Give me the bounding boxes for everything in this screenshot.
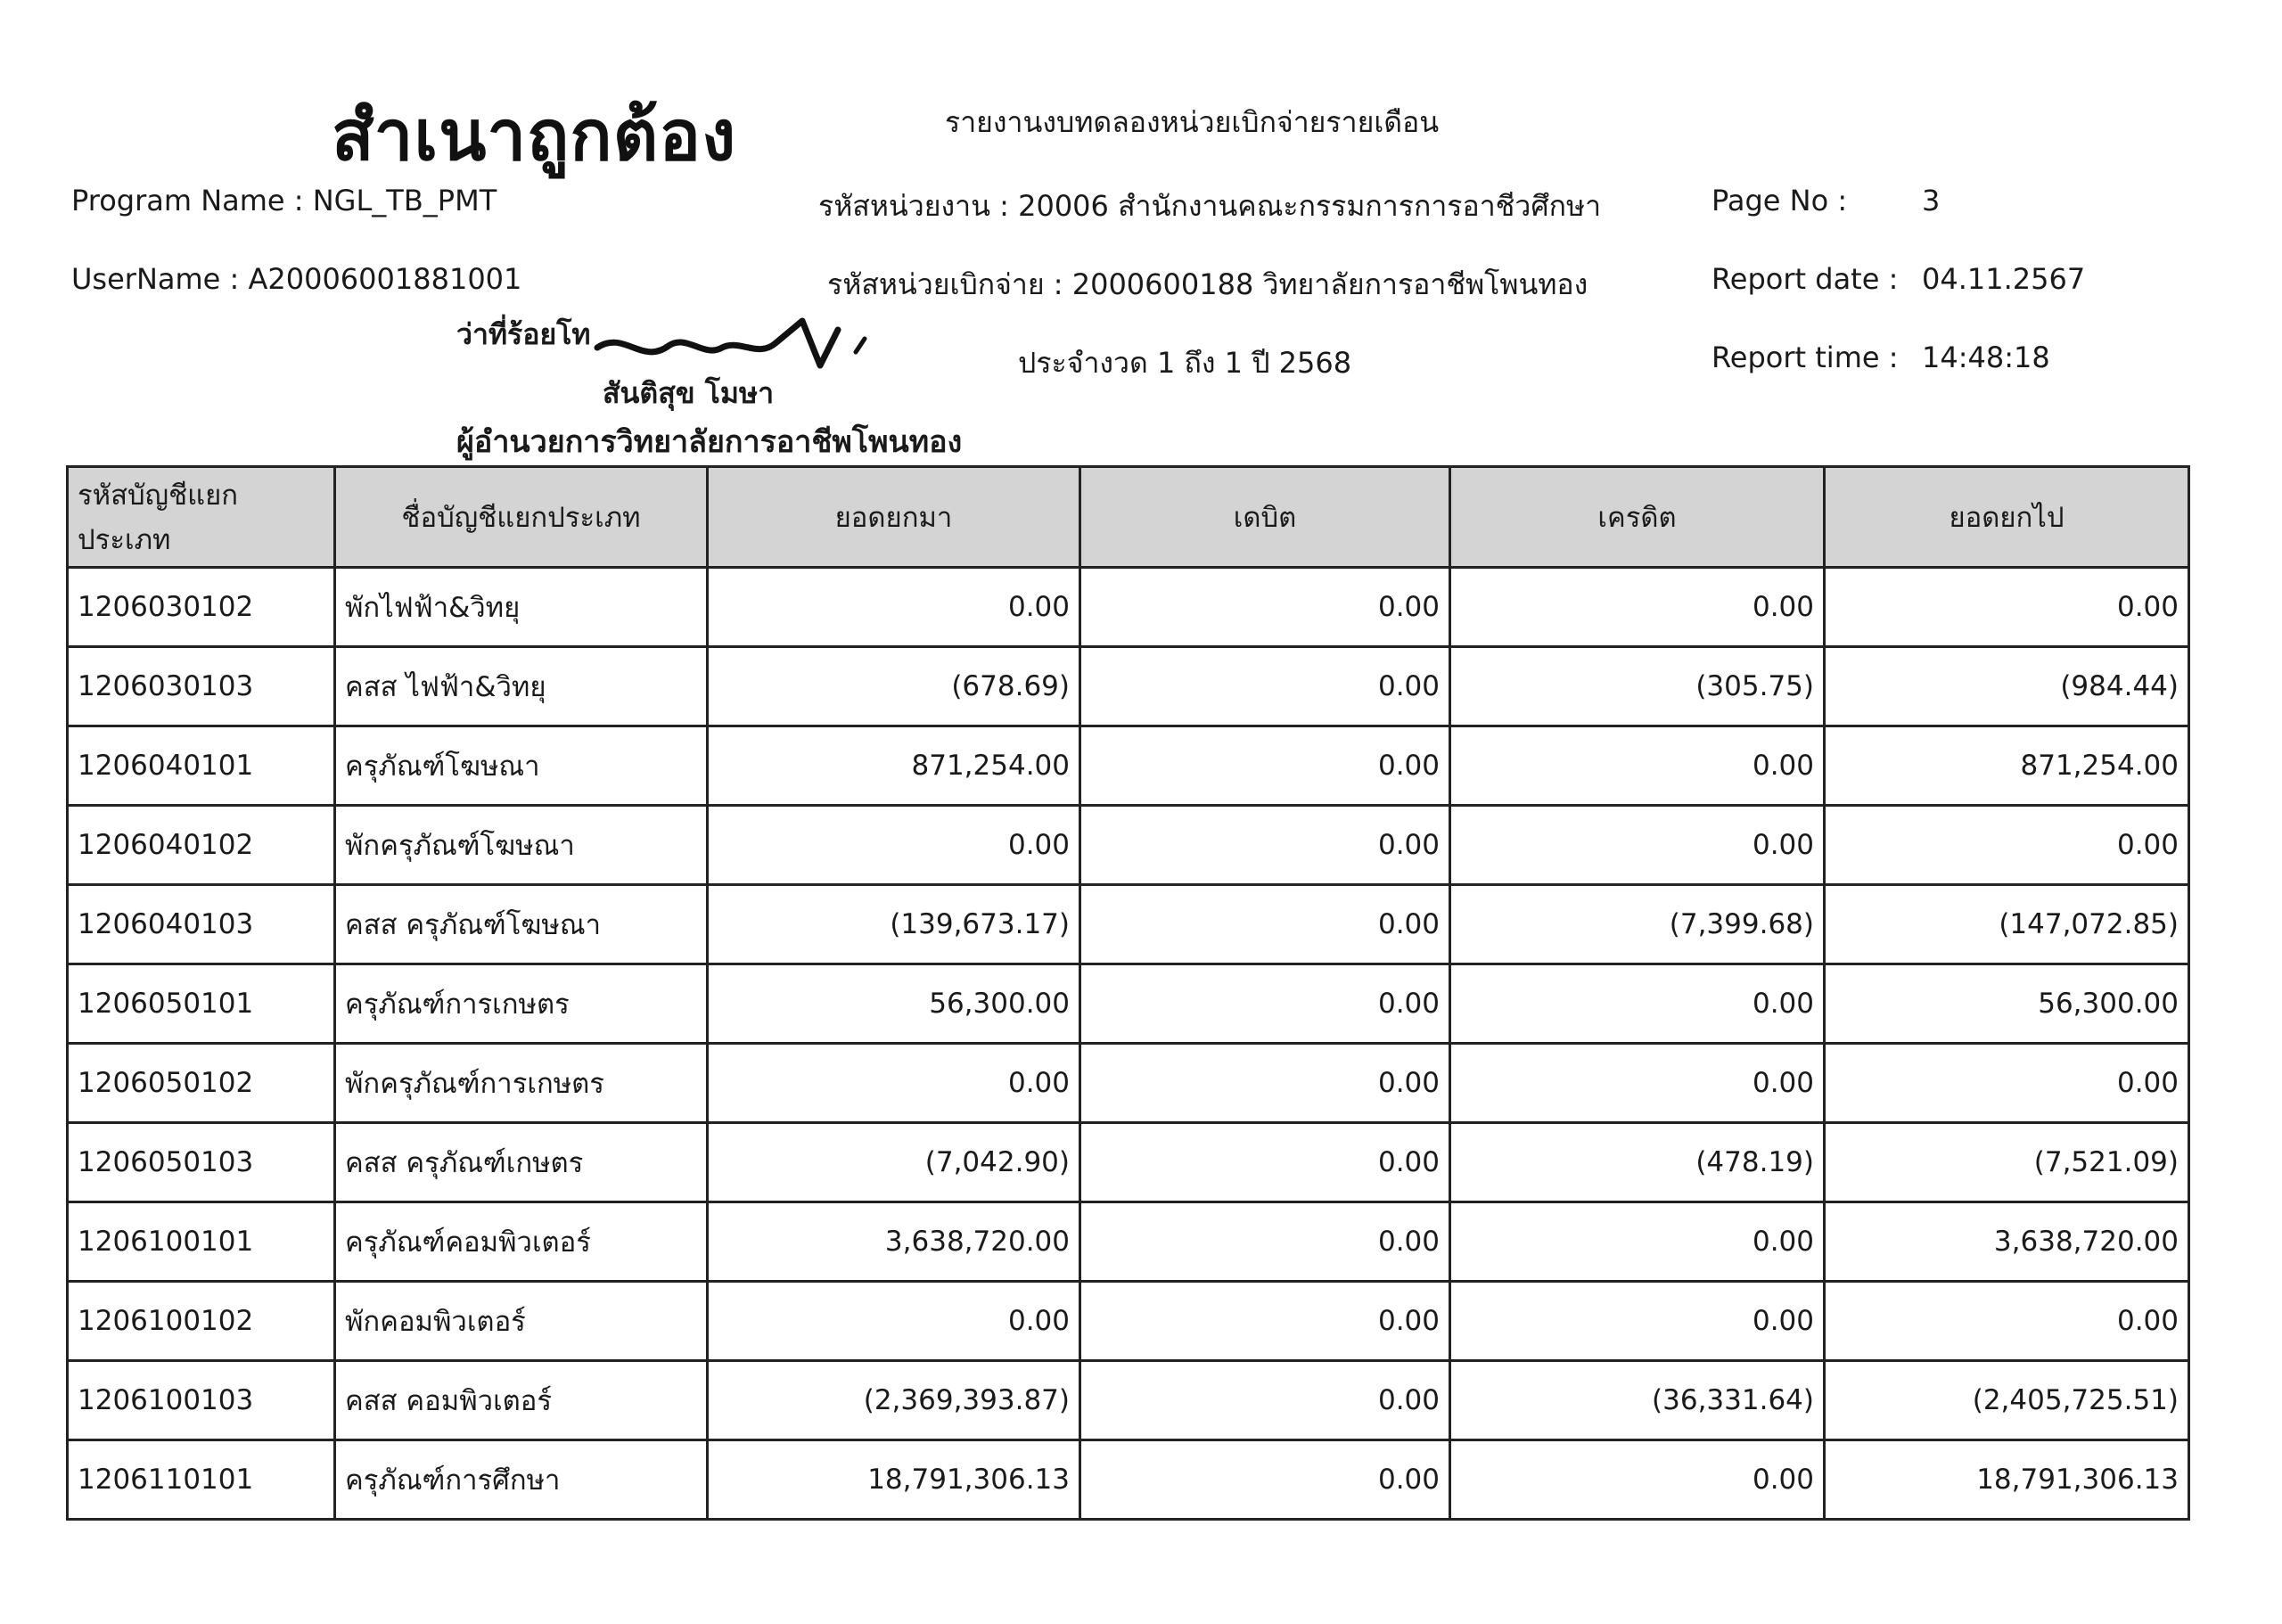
table-row — [68, 1282, 2189, 1361]
cell-brought-forward: 56,300.00 — [708, 964, 1080, 1044]
certified-copy-stamp: สำเนาถูกต้อง — [332, 95, 737, 176]
cell-carried-forward: 871,254.00 — [1825, 726, 2189, 806]
page-no-value: 3 — [1922, 184, 1941, 217]
cell-debit: 0.00 — [1080, 1202, 1450, 1282]
cell-brought-forward: (2,369,393.87) — [708, 1361, 1080, 1440]
table-row — [68, 964, 2189, 1044]
cell-debit: 0.00 — [1080, 1282, 1450, 1361]
cell-credit: 0.00 — [1450, 1282, 1825, 1361]
signer-name: สันติสุข โมษา — [603, 376, 775, 410]
cell-credit: 0.00 — [1450, 1440, 1825, 1520]
report-date-value: 04.11.2567 — [1922, 262, 2086, 296]
header-brought-forward: ยอดยกมา — [708, 467, 1080, 568]
cell-account-code: 1206040101 — [68, 726, 335, 806]
table-row — [68, 885, 2189, 964]
cell-brought-forward: (678.69) — [708, 647, 1080, 726]
cell-account-name: พักไฟฟ้า&วิทยุ — [335, 568, 708, 647]
cell-account-name: ครุภัณฑ์การเกษตร — [335, 964, 708, 1044]
agency-code: รหัสหน่วยงาน : 20006 สำนักงานคณะกรรมการการอาชีวศึกษา — [818, 189, 1602, 223]
disbursing-unit-code: รหัสหน่วยเบิกจ่าย : 2000600188 วิทยาลัยการอาชีพโพนทอง — [827, 267, 1588, 301]
header-credit: เครดิต — [1450, 467, 1825, 568]
cell-brought-forward: 0.00 — [708, 1282, 1080, 1361]
cell-carried-forward: 0.00 — [1825, 1044, 2189, 1123]
cell-account-code: 1206050102 — [68, 1044, 335, 1123]
cell-carried-forward: (147,072.85) — [1825, 885, 2189, 964]
cell-brought-forward: 3,638,720.00 — [708, 1202, 1080, 1282]
cell-carried-forward: 3,638,720.00 — [1825, 1202, 2189, 1282]
table-row — [68, 1361, 2189, 1440]
cell-carried-forward: 0.00 — [1825, 568, 2189, 647]
cell-account-code: 1206040103 — [68, 885, 335, 964]
cell-debit: 0.00 — [1080, 964, 1450, 1044]
cell-credit: (7,399.68) — [1450, 885, 1825, 964]
cell-account-code: 1206100101 — [68, 1202, 335, 1282]
report-title: รายงานงบทดลองหน่วยเบิกจ่ายรายเดือน — [945, 105, 1440, 139]
cell-credit: 0.00 — [1450, 726, 1825, 806]
table-header-row — [68, 467, 2189, 568]
program-name: Program Name : NGL_TB_PMT — [71, 184, 497, 217]
cell-account-name: ครุภัณฑ์โฆษณา — [335, 726, 708, 806]
cell-carried-forward: 56,300.00 — [1825, 964, 2189, 1044]
cell-account-name: คสส คอมพิวเตอร์ — [335, 1361, 708, 1440]
table-row — [68, 568, 2189, 647]
cell-credit: (305.75) — [1450, 647, 1825, 726]
cell-debit: 0.00 — [1080, 1361, 1450, 1440]
cell-account-name: พักคอมพิวเตอร์ — [335, 1282, 708, 1361]
cell-account-name: ครุภัณฑ์คอมพิวเตอร์ — [335, 1202, 708, 1282]
cell-debit: 0.00 — [1080, 1044, 1450, 1123]
trial-balance-table — [66, 465, 2190, 1521]
cell-credit: 0.00 — [1450, 806, 1825, 885]
cell-brought-forward: 0.00 — [708, 806, 1080, 885]
user-name: UserName : A20006001881001 — [71, 262, 522, 296]
cell-credit: 0.00 — [1450, 1044, 1825, 1123]
cell-account-name: พักครุภัณฑ์โฆษณา — [335, 806, 708, 885]
cell-credit: (36,331.64) — [1450, 1361, 1825, 1440]
header-carried-forward: ยอดยกไป — [1825, 467, 2189, 568]
cell-account-code: 1206030103 — [68, 647, 335, 726]
cell-account-name: คสส ครุภัณฑ์โฆษณา — [335, 885, 708, 964]
cell-brought-forward: 0.00 — [708, 568, 1080, 647]
table-row — [68, 647, 2189, 726]
cell-credit: 0.00 — [1450, 1202, 1825, 1282]
signer-title: ผู้อำนวยการวิทยาลัยการอาชีพโพนทอง — [456, 424, 963, 460]
report-period: ประจำงวด 1 ถึง 1 ปี 2568 — [1018, 346, 1352, 380]
cell-account-code: 1206030102 — [68, 568, 335, 647]
report-time-label: Report time : — [1712, 340, 1899, 374]
cell-carried-forward: (2,405,725.51) — [1825, 1361, 2189, 1440]
table-row — [68, 1044, 2189, 1123]
cell-account-code: 1206040102 — [68, 806, 335, 885]
cell-brought-forward: 871,254.00 — [708, 726, 1080, 806]
cell-account-name: ครุภัณฑ์การศึกษา — [335, 1440, 708, 1520]
cell-credit: 0.00 — [1450, 568, 1825, 647]
cell-brought-forward: 0.00 — [708, 1044, 1080, 1123]
signer-role: ว่าที่ร้อยโท — [456, 317, 591, 351]
cell-carried-forward: (984.44) — [1825, 647, 2189, 726]
page-no-label: Page No : — [1712, 184, 1848, 217]
cell-carried-forward: 0.00 — [1825, 806, 2189, 885]
cell-debit: 0.00 — [1080, 647, 1450, 726]
report-time-value: 14:48:18 — [1922, 340, 2050, 374]
cell-account-name: คสส ครุภัณฑ์เกษตร — [335, 1123, 708, 1202]
cell-account-code: 1206100102 — [68, 1282, 335, 1361]
report-date-label: Report date : — [1712, 262, 1899, 296]
cell-account-code: 1206050103 — [68, 1123, 335, 1202]
cell-debit: 0.00 — [1080, 726, 1450, 806]
table-row — [68, 726, 2189, 806]
cell-credit: 0.00 — [1450, 964, 1825, 1044]
cell-debit: 0.00 — [1080, 806, 1450, 885]
cell-account-name: พักครุภัณฑ์การเกษตร — [335, 1044, 708, 1123]
cell-account-code: 1206050101 — [68, 964, 335, 1044]
cell-carried-forward: 0.00 — [1825, 1282, 2189, 1361]
header-account-code: รหัสบัญชีแยกประเภท — [68, 467, 335, 568]
cell-carried-forward: 18,791,306.13 — [1825, 1440, 2189, 1520]
table-row — [68, 1123, 2189, 1202]
cell-account-name: คสส ไฟฟ้า&วิทยุ — [335, 647, 708, 726]
table-row — [68, 806, 2189, 885]
header-account-name: ชื่อบัญชีแยกประเภท — [335, 467, 708, 568]
cell-debit: 0.00 — [1080, 568, 1450, 647]
cell-debit: 0.00 — [1080, 885, 1450, 964]
cell-carried-forward: (7,521.09) — [1825, 1123, 2189, 1202]
cell-account-code: 1206100103 — [68, 1361, 335, 1440]
cell-brought-forward: (139,673.17) — [708, 885, 1080, 964]
table-row — [68, 1440, 2189, 1520]
cell-account-code: 1206110101 — [68, 1440, 335, 1520]
cell-brought-forward: (7,042.90) — [708, 1123, 1080, 1202]
cell-brought-forward: 18,791,306.13 — [708, 1440, 1080, 1520]
table-row — [68, 1202, 2189, 1282]
cell-credit: (478.19) — [1450, 1123, 1825, 1202]
cell-debit: 0.00 — [1080, 1440, 1450, 1520]
cell-debit: 0.00 — [1080, 1123, 1450, 1202]
header-debit: เดบิต — [1080, 467, 1450, 568]
